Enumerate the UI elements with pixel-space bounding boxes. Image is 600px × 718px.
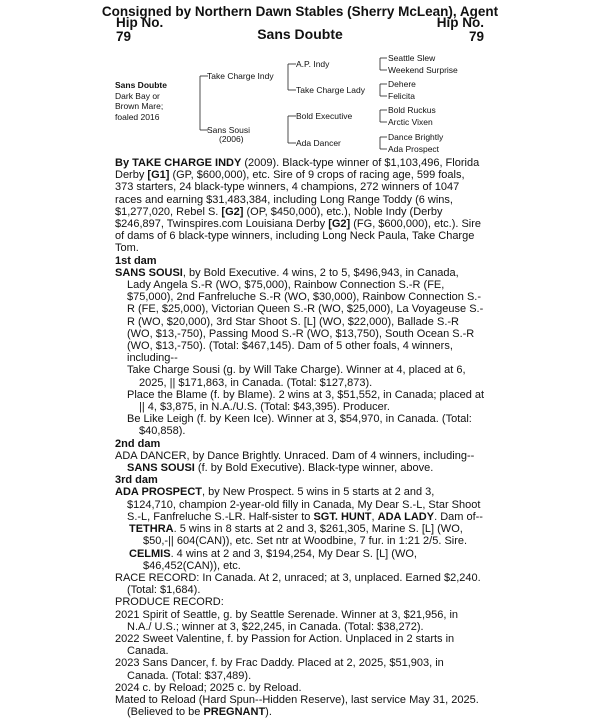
- ped-ggs: Arctic Vixen: [388, 117, 433, 127]
- ped-dam-dam: Ada Dancer: [296, 138, 341, 148]
- mating-line: [115, 694, 485, 718]
- foal-entry: [115, 523, 485, 547]
- grade-badge: [G2]: [328, 218, 351, 231]
- sibling-name: SGT. HUNT: [313, 510, 372, 523]
- third-dam-text: , by New Prospect. 5 wins in 5 starts at 2 and 3, $124,710, champion 2-year-old filly in Canada, My Dear S.-L, Star Shoot S.-L, Fanfreluche S.-LR. Half-sister to: [127, 486, 481, 523]
- third-dam-text: . Dam of--: [434, 510, 483, 523]
- produce-entry: 2024 c. by Reload; 2025 c. by Reload.: [115, 681, 302, 694]
- sire-text: (2009). Black-type winner of $1,103,496, Florida Derby: [115, 157, 480, 182]
- foal-entry: Place the Blame (f. by Blame). 2 wins at 3, $51,552, in Canada; placed at || 4, $3,875, in N.A./U.S. (Total: $43,395). Producer.: [127, 388, 485, 414]
- mating-end: ).: [265, 706, 272, 718]
- third-dam-name: ADA PROSPECT: [115, 486, 202, 499]
- ped-dam: Sans Sousi: [207, 125, 250, 135]
- ped-ggs: Felicita: [388, 91, 415, 101]
- foal-entry: [115, 548, 485, 572]
- ped-sire-sire: A.P. Indy: [296, 59, 330, 69]
- third-dam-paragraph: [115, 486, 485, 523]
- grade-badge: [G2]: [221, 205, 244, 218]
- race-record: RACE RECORD: In Canada. At 2, unraced; at 3, unplaced. Earned $2,240. (Total: $1,684).: [115, 571, 481, 597]
- produce-entry: 2023 Sans Dancer, f. by Frac Daddy. Placed at 2, 2025, $51,903, in Canada. (Total: $37,489).: [115, 657, 444, 682]
- first-dam-text: , by Bold Executive. 4 wins, 2 to 5, $496,943, in Canada, Lady Angela S.-R (WO, $75,000), Rainbow Connection S.-R (FE, $75,000), 2nd Fanfreluche S.-R (WO, $30,000), Rainbow Connection S.-R (FE, $25,000), Victorian Queen S.-R (WO, $25,000), La Voyageuse S.-R (WO, $20,000), 3rd Star Shoot S. [L] (WO, $22,000), Ballade S.-R (WO, $13,-750), Passing Mood S.-R (WO, $13,750), South Ocean S.-R (WO, $13,-750). (Total: $467,145). Dam of 5 other foals, 4 winners, including--: [127, 266, 484, 365]
- hip-number: 79: [468, 29, 484, 44]
- consigner-line: Consigned by Northern Dawn Stables (Sherry McLean), Agent: [101, 4, 499, 19]
- hip-label: Hip No.: [436, 15, 484, 30]
- second-dam-heading: 2nd dam: [115, 437, 161, 450]
- ped-ggs: Dehere: [388, 79, 416, 89]
- foal-entry: Take Charge Sousi (g. by Will Take Charge). Winner at 4, placed at 6, 2025, || $171,863, in Canada. (Total: $127,873).: [127, 364, 466, 389]
- catalog-body: [115, 157, 485, 718]
- subject-name: Sans Doubte: [115, 80, 167, 90]
- subject-desc-line: Dark Bay or: [115, 90, 160, 101]
- produce-entry: 2021 Spirit of Seattle, g. by Seattle Serenade. Winner at 3, $21,956, in N.A./ U.S.; winner at 3, $22,245, in Canada. (Total: $38,272).: [115, 608, 459, 633]
- ped-ggs: Seattle Slew: [388, 53, 436, 63]
- subject-info: [115, 80, 167, 122]
- ped-ggs: Ada Prospect: [388, 144, 440, 154]
- foal-entry: Be Like Leigh (f. by Keen Ice). Winner at 3, $54,970, in Canada. (Total: $40,858).: [127, 413, 472, 438]
- hip-number: 79: [116, 29, 132, 44]
- foal-name: SANS SOUSI: [127, 462, 195, 475]
- first-dam-paragraph: [115, 267, 485, 365]
- ped-dam-sire: Bold Executive: [296, 111, 353, 121]
- sire-text: (GP, $600,000), etc. Sire of 9 crops of racing age, 599 foals, 373 starters, 24 black-type winners, 4 champions, 272 winners of 1047 races and earning $31,483,384, including Long Range Toddy (6 wins, $1,277,020, Rebel S.: [115, 169, 465, 218]
- horse-name-title: Sans Doubte: [257, 26, 343, 42]
- sire-text: (FG, $600,000), etc.). Sire of dams of 6 black-type winners, including Long Neck Paula, Take Charge Tom.: [115, 218, 482, 255]
- subject-desc-line: foaled 2016: [115, 111, 160, 122]
- pedigree-chart: [115, 50, 495, 160]
- produce-entry: 2022 Sweet Valentine, f. by Passion for Action. Unplaced in 2 starts in Canada.: [115, 632, 455, 658]
- pregnancy-status: PREGNANT: [203, 706, 266, 718]
- mating-text: Mated to Reload (Hard Spun--Hidden Reserve), last service May 31, 2025. (Believed to be: [115, 693, 479, 718]
- third-dam-heading: 3rd dam: [115, 474, 158, 487]
- sire-text: (OP, $450,000), etc.), Noble Indy (Derby $246,897, Twinspires.com Louisiana Derby: [115, 205, 443, 231]
- sibling-name: ADA LADY: [377, 510, 435, 523]
- sire-name: TAKE CHARGE INDY: [132, 157, 242, 169]
- produce-heading: PRODUCE RECORD:: [115, 596, 224, 609]
- sire-by: By: [115, 157, 133, 169]
- subject-desc-line: Brown Mare;: [115, 101, 164, 111]
- ped-ggs: Weekend Surprise: [388, 65, 458, 75]
- foal-entry: [115, 462, 485, 474]
- second-dam-paragraph: ADA DANCER, by Dance Brightly. Unraced. Dam of 4 winners, including--: [115, 449, 475, 462]
- third-dam-text: ,: [371, 510, 378, 523]
- hip-label: Hip No.: [116, 15, 164, 30]
- foal-text: . 4 wins at 2 and 3, $194,254, My Dear S. [L] (WO, $46,452(CAN)), etc.: [143, 547, 417, 572]
- ped-dam-year: (2006): [219, 134, 244, 144]
- sire-paragraph: [115, 157, 485, 255]
- ped-sire-dam: Take Charge Lady: [296, 85, 365, 95]
- foal-text: . 5 wins in 8 starts at 2 and 3, $261,305, Marine S. [L] (WO, $50,-|| 604(CAN)), etc. Set ntr at Woodbine, 7 fur. in 1:21 2/5. Sire.: [143, 523, 468, 548]
- ped-ggs: Dance Brightly: [388, 132, 444, 142]
- foal-name: CELMIS: [129, 547, 171, 560]
- grade-badge: [G1]: [147, 169, 170, 182]
- first-dam-name: SANS SOUSI: [115, 266, 183, 279]
- ped-sire: Take Charge Indy: [207, 71, 274, 81]
- foal-text: (f. by Bold Executive). Black-type winner, above.: [194, 462, 434, 475]
- first-dam-heading: 1st dam: [115, 254, 157, 267]
- foal-name: TETHRA: [129, 523, 174, 536]
- ped-ggs: Bold Ruckus: [388, 105, 436, 115]
